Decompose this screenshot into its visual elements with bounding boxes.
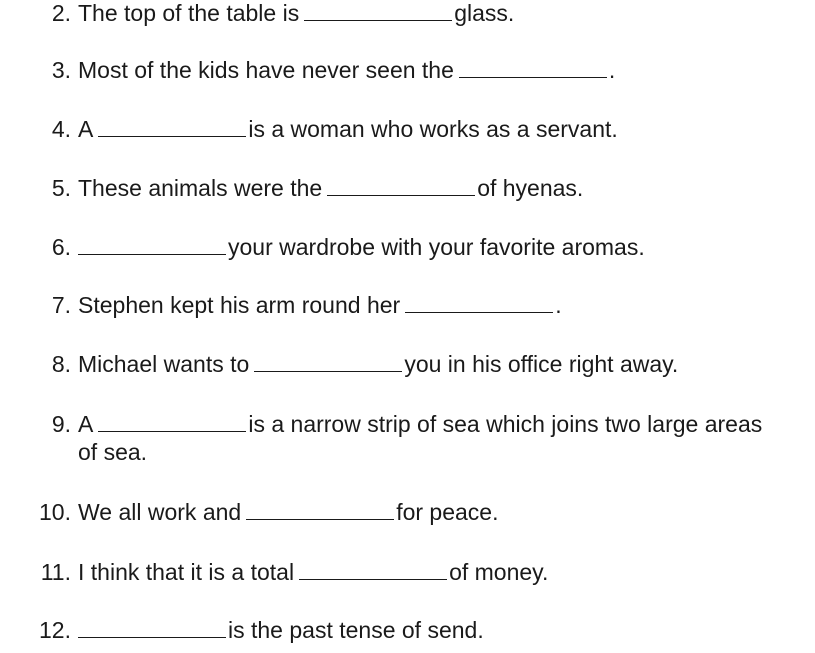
text-after-blank: your wardrobe with your favorite aromas.: [228, 234, 645, 260]
question-number: 12.: [39, 617, 71, 643]
question-continuation: of sea.: [78, 439, 148, 465]
answer-blank[interactable]: [299, 559, 447, 580]
answer-blank[interactable]: [254, 351, 402, 372]
text-before-blank: We all work and: [78, 499, 242, 525]
text-after-blank: .: [555, 292, 562, 318]
question-number: 10.: [39, 499, 71, 525]
answer-blank[interactable]: [78, 234, 226, 255]
question-number: 3.: [51, 57, 71, 83]
text-before-blank: Stephen kept his arm round her: [78, 292, 401, 318]
question-number: 9.: [51, 411, 71, 437]
answer-blank[interactable]: [327, 175, 475, 196]
answer-blank[interactable]: [459, 57, 607, 78]
text-after-blank: for peace.: [396, 499, 499, 525]
answer-blank[interactable]: [98, 411, 246, 432]
text-after-blank: of money.: [449, 559, 549, 585]
answer-blank[interactable]: [98, 116, 246, 137]
text-after-blank: is the past tense of send.: [228, 617, 484, 643]
question-text: [78, 116, 618, 143]
answer-blank[interactable]: [246, 499, 394, 520]
question-9: [0, 411, 815, 471]
answer-blank[interactable]: [304, 0, 452, 21]
question-number: 4.: [51, 116, 71, 142]
answer-blank[interactable]: [78, 617, 226, 638]
question-text: [78, 0, 514, 27]
text-before-blank: The top of the table is: [78, 0, 300, 26]
question-text: [78, 617, 484, 644]
question-text: [78, 175, 583, 202]
question-text: [78, 411, 762, 438]
text-after-blank: .: [608, 57, 616, 83]
answer-blank[interactable]: [405, 292, 553, 313]
text-after-blank: you in his office right away.: [404, 351, 679, 377]
text-before-blank: Most of the kids have never seen the: [78, 57, 454, 83]
text-before-blank: I think that it is a total: [78, 559, 295, 585]
text-before-blank: A: [78, 116, 94, 142]
text-after-blank: is a woman who works as a servant.: [248, 116, 618, 142]
text-before-blank: A: [78, 411, 94, 437]
question-text: [78, 57, 615, 84]
text-after-blank: glass.: [454, 0, 515, 26]
question-number: 11.: [40, 559, 71, 585]
question-text: [78, 234, 645, 261]
question-number: 7.: [51, 292, 71, 318]
text-after-blank: is a narrow strip of sea which joins two large areas: [248, 411, 763, 437]
text-before-blank: These animals were the: [78, 175, 323, 201]
question-number: 5.: [51, 175, 71, 201]
question-number: 2.: [51, 0, 71, 26]
question-text: [78, 559, 548, 586]
question-text: [78, 499, 499, 526]
question-text: [78, 292, 562, 319]
text-before-blank: Michael wants to: [78, 351, 250, 377]
question-number: 8.: [51, 351, 71, 377]
question-number: 6.: [51, 234, 71, 260]
text-after-blank: of hyenas.: [477, 175, 584, 201]
question-text: [78, 351, 678, 378]
